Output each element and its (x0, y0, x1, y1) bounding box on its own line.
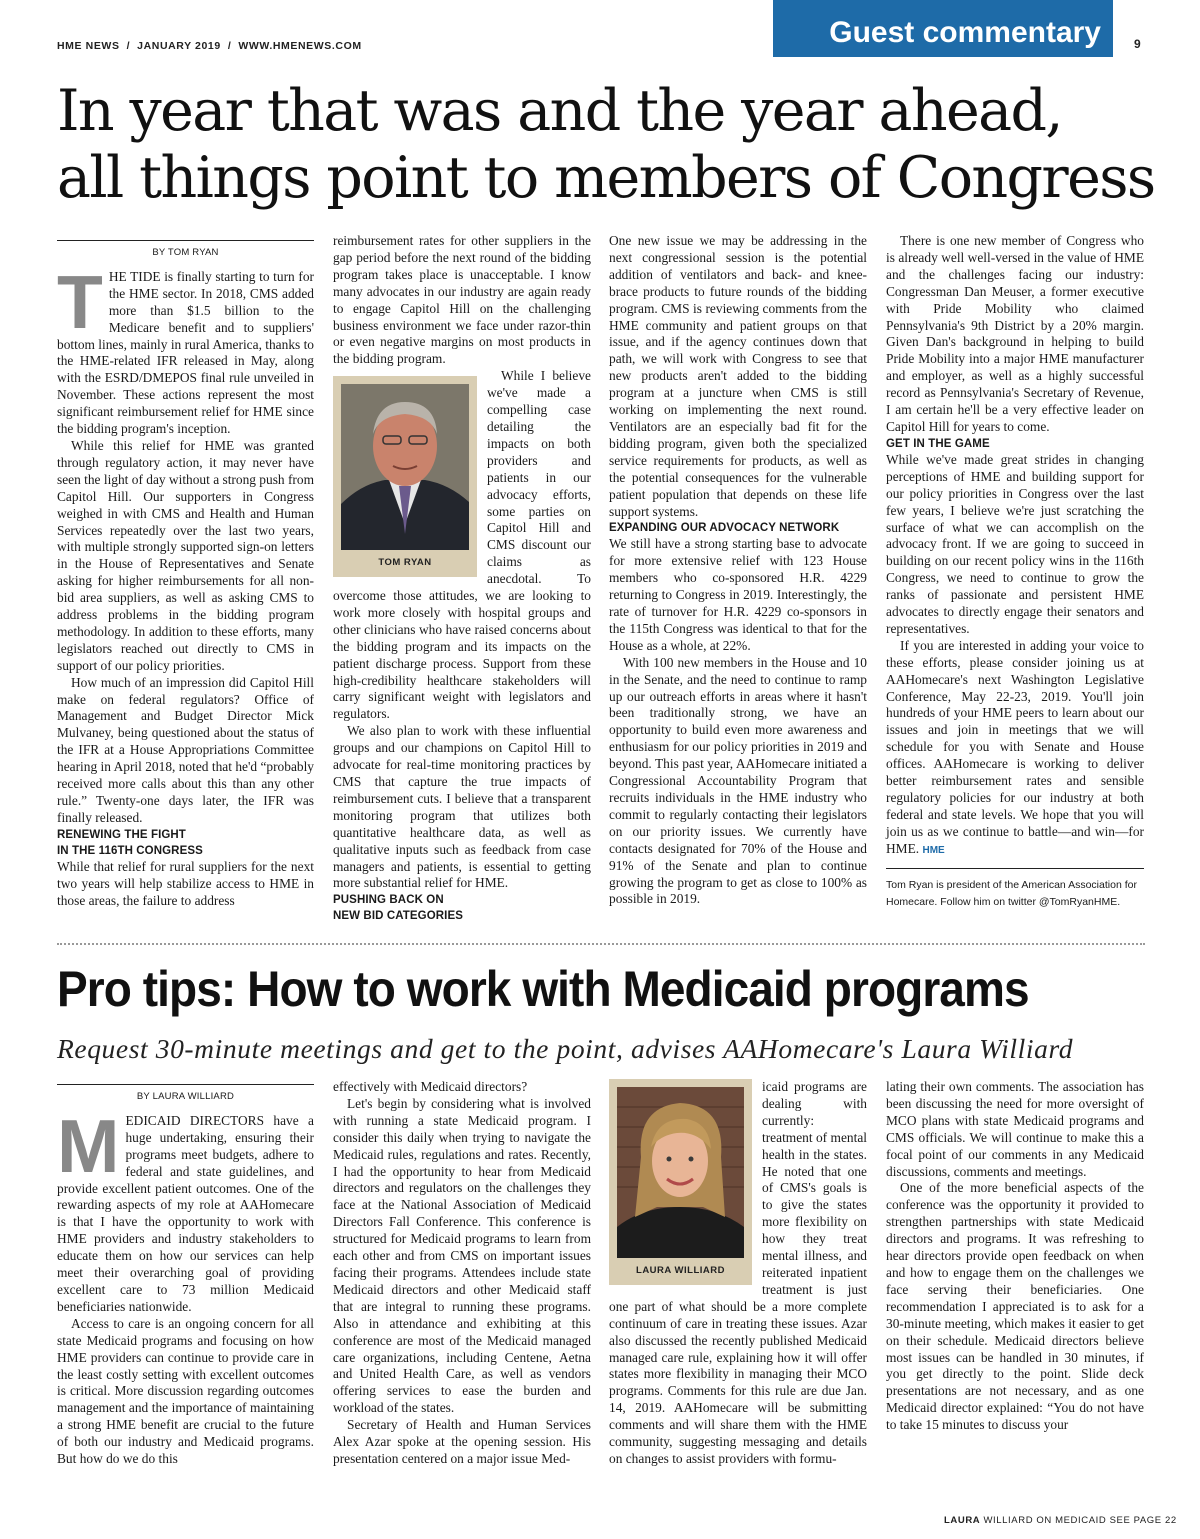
portrait-image (341, 384, 469, 550)
paragraph: One of the more beneficial aspects of the conference was the opportunity it provided to strengthen partnerships with state Medicaid directors and programs. It was refreshing to hear directors provide open feedback on when and how to engage them on the challenges we face serving their beneficiaries. One recommendation I appreciated is to ask for a 30-minute meeting, which makes it easier to get on their schedule. Medicaid directors believe most issues can be handled in 30 minutes, if you get directly to the point. Slide deck presentations are not necessary, and as one Medicaid director explained: “You do not have to take 15 minutes to discuss your (886, 1180, 1144, 1433)
paragraph-text: If you are interested in adding your voice to these efforts, please consider joining us at AAHomecare's next Washington Legislative Conference, May 22-23, 2019. You'll join hundreds of your HME peers to learn about our issues and join in meetings that we will schedule for you with Senate and House offices. AAHomecare is working to deliver better reimbursement rates and sensible regulatory policies for our industry at both federal and state levels. We hope that you will join us as we continue to battle—and win—for HME. (886, 637, 1144, 856)
subhead-line: IN THE 116TH CONGRESS (57, 844, 203, 857)
subhead: EXPANDING OUR ADVOCACY NETWORK (609, 522, 840, 535)
lead-paragraph (57, 259, 314, 438)
paragraph: effectively with Medicaid directors? (333, 1079, 528, 1094)
paragraph: lating their own comments. The association has been discussing the need for more oversight of MCO plans with state Medicaid programs and CMS officials. We will continue to make this a focal point of our comments in any Medicaid discussions, comments and meetings. (886, 1079, 1144, 1179)
article1-headline (57, 78, 1157, 212)
author-photo (341, 384, 469, 550)
paragraph: There is one new member of Congress who is already well well-versed in the value of HME and the challenges facing our industry: Congressman Dan Meuser, a former executive with Pride Mobility who claimed Pennsylvania's 9th District by a 20% margin. Given Dan's background in helping to build Pride Mobility into a major HME manufacturer and employer, as well as a highly successful record as Pennsylvania's Secretary of Revenue, I am certain he'll be a very effective leader on Capitol Hill for years to come. (886, 233, 1144, 434)
lead-paragraph (57, 1103, 314, 1316)
paragraph: Let's begin by considering what is involved with running a state Medicaid program. I consider this daily when trying to navigate the Medicaid rules, regulations and rates. Recently, I had the opportunity to hear from Medicaid directors and regulators on the challenges they face at the National Association of Medicaid Directors Fall Conference. This conference is structured for Medicaid programs to learn from each other and from CMS on important issues facing their programs. Attendees include state Medicaid directors and other Medicaid staff that are integral to running these programs. Also in attendance and exhibiting at this conference are most of the Medicaid managed care organizations, including Centene, Aetna and United Health Care, as well as vendors offering services to ease the burden and workload of the states. (333, 1095, 591, 1416)
hme-logo: HME (922, 844, 945, 856)
subhead: GET IN THE GAME (886, 437, 990, 450)
headline-line-1: In year that was and the year ahead, (57, 78, 1062, 144)
photo-caption: LAURA WILLIARD (636, 1265, 725, 1276)
subhead-line: NEW BID CATEGORIES (333, 910, 464, 923)
paragraph: We also plan to work with these influential groups and our champions on Capitol Hill to advocate for real-time monitoring practices by CMS that capture the true impacts of reimbursement cuts. I believe that a transparent monitoring program that utilizes both quantitative healthcare data, as well as qualitative inputs such as feedback from case managers and patients, is essential to getting more substantial relief for HME. (333, 723, 591, 891)
byline: BY LAURA WILLIARD (57, 1084, 314, 1113)
paragraph: With 100 new members in the House and 10 in the Senate, and the need to continue to ramp up our outreach efforts in areas where it hasn't been traditionally strong, we have an opportunity to build even more awareness and enthusiasm for our policy priorities in 2019 and beyond. This past year, AAHomecare initiated a Congressional Accountability Program that recruits individuals in the HME industry who commit to regularly contacting their legislators on our priority issues. We currently have contacts designated for 70% of the House and 91% of the Senate and plan to continue growing the program to get as close to 100% as possible in 2019. (609, 654, 867, 907)
paragraph: We still have a strong starting base to advocate for more extensive relief with 123 House members who co-sponsored H.R. 4229 returning to Congress in 2019. Interestingly, the rate of turnover for H.R. 4229 co-sponsors in the 115th Congress was identical to that for the House as a whole, at 22%. (609, 536, 867, 653)
section-divider (57, 943, 1145, 945)
paragraph-text: have a huge undertaking, ensuring their programs meet budgets, adhere to federal and state guidelines, and provide excellent patient outcomes. One of the rewarding aspects of my role at AAHomecare is that I have the opportunity to work with HME providers and industry stakeholders to educate them on how our services can help meet their overarching goal of providing excellent care to 73 million Medicaid beneficiaries nationwide. (57, 1112, 314, 1314)
paragraph (886, 638, 1144, 860)
subhead-line: PUSHING BACK ON (333, 894, 444, 907)
byline: BY TOM RYAN (57, 240, 314, 269)
author-photo (617, 1087, 744, 1258)
article2-headline: Pro tips: How to work with Medicaid programs (57, 961, 1029, 1017)
dropcap: T (57, 259, 103, 344)
paragraph: While that relief for rural suppliers for the next two years will help stabilize access to HME in those areas, the failure to address (57, 858, 314, 908)
article1-column-2 (333, 233, 591, 924)
paragraph: icaid programs are dealing with currently: treatment of mental health in the states. He noted that one of CMS's goals is to give the states more flexibility on how they treat mental illness, and reiterated inpatient treatment is just one part of what should be a more complete continuum of care in treating these issues. Azar also discussed the recently published Medicaid managed care rule, explaining how it will offer states more flexibility in managing their MCO programs. Comments for this rule are due Jan. 14, 2019. AAHomecare will be submitting comments and will share them with the HME community, suggesting messaging and details on changes to assist providers with formu- (609, 1079, 867, 1466)
lead-in: HE TIDE (108, 268, 161, 284)
dropcap: M (57, 1103, 120, 1188)
article2-column-1 (57, 1084, 314, 1468)
paragraph: One new issue we may be addressing in the next congressional session is the potential addition of ventilators and back- and knee-brace products to future rounds of the bidding program. CMS is reviewing comments from the HME community and patient groups on that issue, and if the agency continues down that path, we will work with Congress to see that new products aren't added to the bidding program at a juncture when CMS is still working on implementing the next round. Ventilators are an especially bad fit for the bidding program, given both the specialized service requirements for products, as well as the potential consequences for the vulnerable patient population that depends on these life support systems. (609, 233, 867, 519)
section-tag: Guest commentary (773, 0, 1113, 57)
lead-in: EDICAID DIRECTORS (125, 1112, 265, 1128)
portrait-image (617, 1087, 744, 1258)
article1-column-3 (609, 233, 867, 908)
paragraph: Secretary of Health and Human Services Alex Azar spoke at the opening session. His presentation centered on a major issue Med- (333, 1417, 591, 1466)
paragraph-text: is finally starting to turn for the HME sector. In 2018, CMS added more than $1.5 billion to the Medicare benefit and to suppliers' bottom lines, mainly in rural America, thanks to the HME-related IFR released in May, along with the ESRD/DMEPOS final rule unveiled in November. These actions represent the most significant reimbursement relief for HME since the bidding program's inception. (57, 268, 314, 437)
paragraph: While I believe we've made a compelling case detailing the impacts on both providers and patients in our advocacy efforts, some parties on Capitol Hill and CMS discount our claims as anecdotal. To overcome those attitudes, we are looking to work more closely with hospital groups and other clinicians who have raised concerns about the bidding program and its impacts on the patient discharge process. Support from these high-credibility healthcare stakeholders will carry significant weight with legislators and regulators. (333, 368, 591, 722)
article1-column-4 (886, 233, 1144, 911)
page-number: 9 (1134, 37, 1141, 51)
subhead (57, 827, 314, 859)
running-head: HME NEWS / JANUARY 2019 / WWW.HMENEWS.COM (57, 40, 362, 52)
article2-column-2 (333, 1079, 591, 1468)
paragraph: While we've made great strides in changing perceptions of HME and building support for our policy priorities in Congress over the last few years, I believe we're just scratching the surface of what we can accomplish on the advocacy front. If we are going to succeed in building on our recent policy wins in the 116th Congress, we need to continue to grow the ranks of passionate and persistent HME advocates to directly engage their senators and representatives. (886, 451, 1144, 636)
jump-line[interactable] (944, 1515, 1177, 1526)
jump-name: LAURA (944, 1515, 981, 1526)
paragraph: reimbursement rates for other suppliers in the gap period before the next round of the bidding program takes place is unacceptable. I know many advocates in our industry are again ready to engage Capitol Hill on the challenging business environment we face under razor-thin or even negative margins on most products in the bidding program. (333, 233, 591, 367)
author-bio: Tom Ryan is president of the American Association for Homecare. Follow him on twitter @TomRyanHME. (886, 868, 1144, 911)
headline-line-2: all things point to members of Congress (57, 145, 1155, 211)
paragraph: How much of an impression did Capitol Hill make on federal regulators? Office of Management and Budget Director Mick Mulvaney, being questioned about the status of the IFR at a House Appropriations Committee hearing in April 2018, noted that he'd “probably received more calls about this than any other rule.” Twenty-one days later, the IFR was finally released. (57, 674, 314, 825)
article1-column-1 (57, 240, 314, 910)
paragraph: While this relief for HME was granted through regulatory action, it may never have seen the light of day without a strong push from Capitol Hill. Our supporters in Congress weighed in with CMS and Health and Human Services repeatedly over the last two years, with multiple strongly supported sign-on letters in the House of Representatives and Senate asking for higher reimbursements for all non-bid area suppliers, as well as asking CMS to address problems in the bidding program methodology. In addition to these efforts, many legislators reached out directly to CMS in support of our policy priorities. (57, 437, 314, 673)
subhead-line: RENEWING THE FIGHT (57, 828, 186, 841)
photo-frame (333, 376, 477, 577)
photo-caption: TOM RYAN (378, 557, 432, 569)
article2-column-4 (886, 1079, 1144, 1434)
subhead (333, 892, 591, 924)
jump-text: WILLIARD ON MEDICAID SEE PAGE 22 (980, 1515, 1177, 1526)
article2-column-3 (609, 1079, 867, 1468)
photo-frame (609, 1079, 752, 1285)
paragraph: Access to care is an ongoing concern for all state Medicaid programs and focusing on how HME providers can continue to provide care in the least costly setting with excellent outcomes is critical. More discussion regarding outcomes management and the importance of maintaining a strong HME benefit are crucial to the future of both our industry and Medicaid programs. But how do we do this (57, 1315, 314, 1467)
article2-deck: Request 30-minute meetings and get to the point, advises AAHomecare's Laura Williard (57, 1033, 1074, 1064)
